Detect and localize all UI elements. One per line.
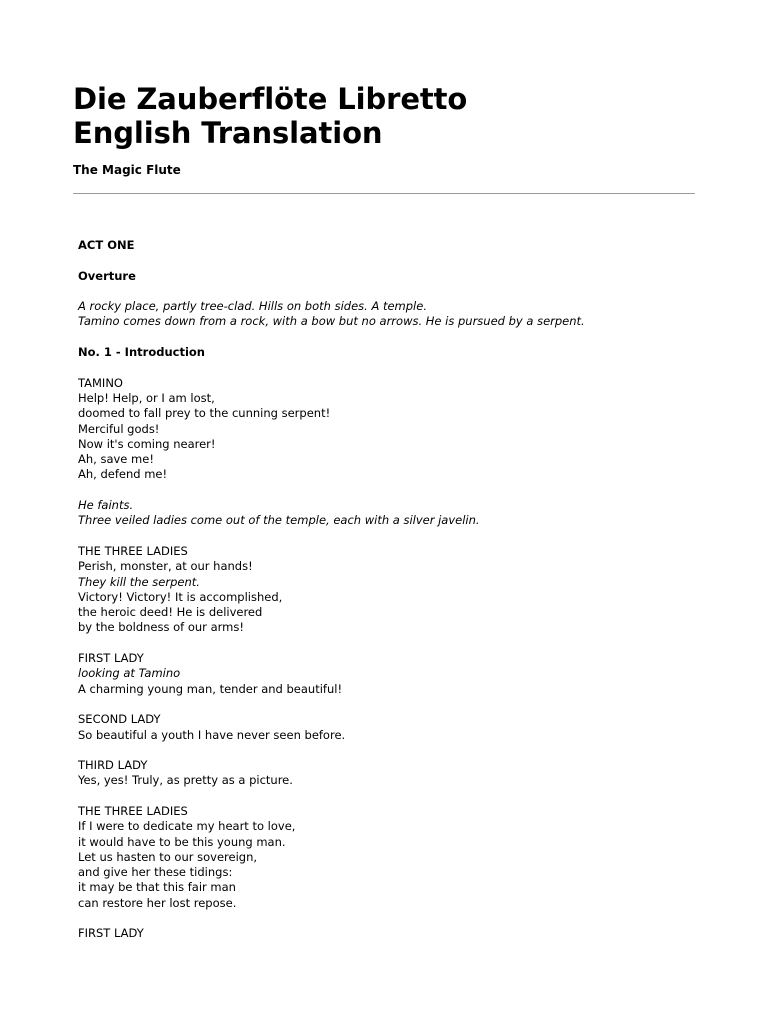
verse-block xyxy=(78,926,718,941)
block-spacer xyxy=(78,253,718,268)
block-spacer xyxy=(78,483,718,498)
libretto-body xyxy=(78,238,718,942)
heading-block xyxy=(78,269,718,284)
verse-line: Victory! Victory! It is accomplished, xyxy=(78,589,283,604)
block-spacer xyxy=(78,330,718,345)
section-heading: No. 1 - Introduction xyxy=(78,345,205,360)
verse-line: the heroic deed! He is delivered xyxy=(78,605,263,620)
block-spacer xyxy=(78,911,718,926)
direction-block xyxy=(78,299,718,330)
verse-line: and give her these tidings: xyxy=(78,865,233,880)
horizontal-divider xyxy=(73,193,695,194)
section-heading: Overture xyxy=(78,268,136,283)
block-spacer xyxy=(78,360,718,375)
title-line-1: Die Zauberflöte Libretto xyxy=(73,82,468,116)
block-spacer xyxy=(78,743,718,758)
verse-line: Let us hasten to our sovereign, xyxy=(78,849,258,864)
character-name: SECOND LADY xyxy=(78,712,161,727)
heading-block xyxy=(78,238,718,253)
verse-block xyxy=(78,376,718,483)
verse-line: Merciful gods! xyxy=(78,421,160,436)
verse-block xyxy=(78,544,718,636)
direction-block xyxy=(78,498,718,529)
verse-line: So beautiful a youth I have never seen before. xyxy=(78,727,346,742)
verse-line: can restore her lost repose. xyxy=(78,895,237,910)
character-name: FIRST LADY xyxy=(78,651,144,666)
verse-line: by the boldness of our arms! xyxy=(78,620,244,635)
verse-line: Yes, yes! Truly, as pretty as a picture. xyxy=(78,773,293,788)
verse-line: it would have to be this young man. xyxy=(78,834,286,849)
character-name: THIRD LADY xyxy=(78,758,148,773)
character-name: THE THREE LADIES xyxy=(78,803,188,818)
character-name: FIRST LADY xyxy=(78,926,144,941)
verse-line: Perish, monster, at our hands! xyxy=(78,559,253,574)
verse-block xyxy=(78,651,718,697)
verse-line: Ah, defend me! xyxy=(78,467,168,482)
stage-direction: They kill the serpent. xyxy=(78,574,200,589)
stage-direction: Tamino comes down from a rock, with a bow but no arrows. He is pursued by a serpent. xyxy=(78,314,585,329)
heading-block xyxy=(78,345,718,360)
verse-block xyxy=(78,758,718,789)
verse-line: A charming young man, tender and beautiful! xyxy=(78,681,343,696)
block-spacer xyxy=(78,789,718,804)
verse-block xyxy=(78,804,718,911)
block-spacer xyxy=(78,697,718,712)
stage-direction: He faints. xyxy=(78,498,134,513)
document-subtitle: The Magic Flute xyxy=(73,163,181,177)
verse-line: If I were to dedicate my heart to love, xyxy=(78,819,296,834)
verse-line: Ah, save me! xyxy=(78,452,154,467)
verse-line: Help! Help, or I am lost, xyxy=(78,390,215,405)
title-line-2: English Translation xyxy=(73,116,383,150)
section-heading: ACT ONE xyxy=(78,238,135,252)
verse-block xyxy=(78,712,718,743)
block-spacer xyxy=(78,529,718,544)
verse-line: it may be that this fair man xyxy=(78,880,236,895)
document-title xyxy=(73,82,467,150)
verse-line: doomed to fall prey to the cunning serpent! xyxy=(78,406,331,421)
stage-direction: Three veiled ladies come out of the temple, each with a silver javelin. xyxy=(78,513,480,528)
verse-line: Now it's coming nearer! xyxy=(78,436,216,451)
block-spacer xyxy=(78,636,718,651)
character-name: THE THREE LADIES xyxy=(78,543,188,558)
character-name: TAMINO xyxy=(78,375,123,390)
stage-direction: looking at Tamino xyxy=(78,666,181,681)
stage-direction: A rocky place, partly tree-clad. Hills on both sides. A temple. xyxy=(78,299,427,314)
block-spacer xyxy=(78,284,718,299)
